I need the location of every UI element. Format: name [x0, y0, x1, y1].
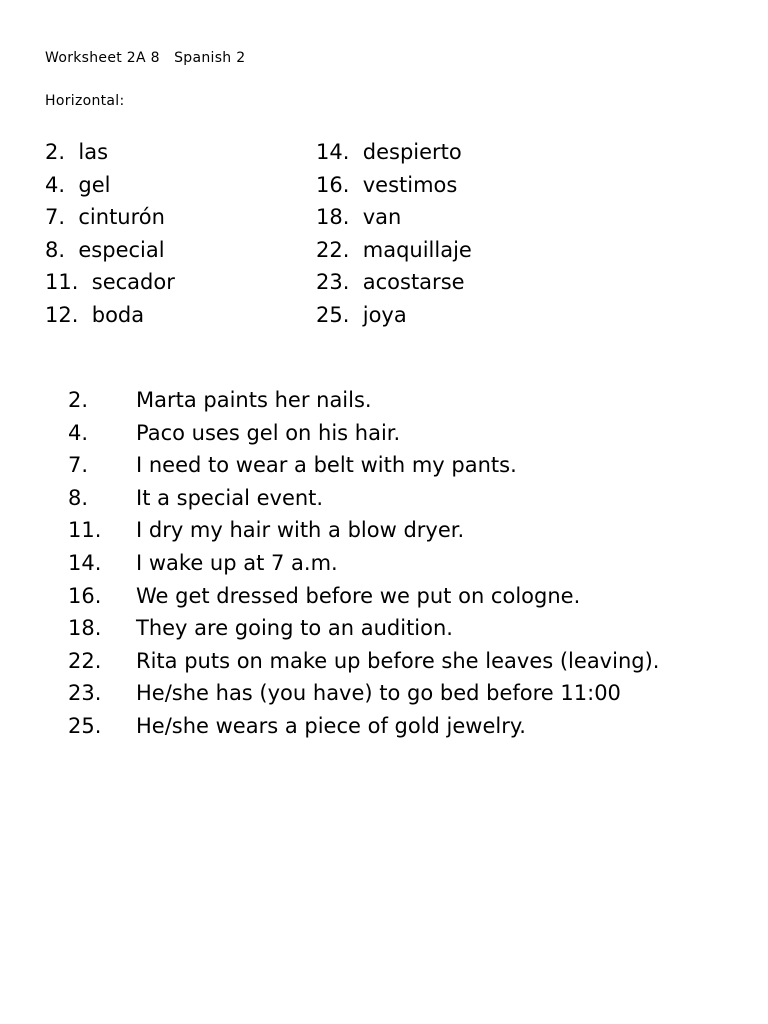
answer-list-right [316, 136, 472, 331]
clue-text: I dry my hair with a blow dryer. [136, 518, 465, 543]
answer-item: 16. vestimos [316, 172, 458, 197]
clue-list [68, 384, 708, 743]
clue-number: 8. [68, 485, 89, 510]
section-label-horizontal: Horizontal: [45, 93, 125, 109]
clue-number: 23. [68, 681, 102, 706]
answer-item: 25. joya [316, 302, 407, 327]
answer-item: 4. gel [45, 172, 111, 197]
clue-number: 4. [68, 420, 89, 445]
clue-item [68, 612, 708, 645]
answer-item: 22. maquillaje [316, 237, 472, 262]
answer-item: 8. especial [45, 237, 165, 262]
clue-item [68, 482, 708, 515]
clue-text: He/she has (you have) to go bed before 11:00 [136, 681, 621, 706]
answer-item: 2. las [45, 140, 109, 164]
answer-item: 12. boda [45, 302, 145, 327]
clue-number: 16. [68, 583, 102, 608]
answer-item: 18. van [316, 205, 402, 229]
clue-number: 7. [68, 453, 89, 478]
clue-text: They are going to an audition. [136, 616, 453, 641]
clue-number: 11. [68, 518, 102, 543]
clue-text: I wake up at 7 a.m. [136, 550, 338, 575]
clue-text: He/she wears a piece of gold jewelry. [136, 713, 526, 738]
clue-item [68, 677, 708, 710]
answer-item: 23. acostarse [316, 270, 465, 294]
answer-item: 14. despierto [316, 140, 462, 164]
answer-item: 11. secador [45, 270, 175, 294]
clue-item [68, 449, 708, 482]
answer-list-left [45, 136, 175, 331]
clue-item [68, 710, 708, 743]
clue-text: I need to wear a belt with my pants. [136, 453, 517, 478]
clue-text: Paco uses gel on his hair. [136, 420, 401, 445]
answer-item: 7. cinturón [45, 205, 165, 229]
clue-number: 14. [68, 550, 102, 575]
clue-number: 25. [68, 713, 102, 738]
clue-item [68, 580, 708, 613]
clue-item [68, 514, 708, 547]
clue-number: 2. [68, 388, 89, 412]
clue-item [68, 417, 708, 450]
clue-text: It a special event. [136, 485, 324, 510]
clue-text: Marta paints her nails. [136, 388, 372, 412]
worksheet-title: Worksheet 2A 8 Spanish 2 [45, 50, 246, 66]
clue-item [68, 384, 708, 417]
clue-text: We get dressed before we put on cologne. [136, 583, 581, 608]
clue-number: 18. [68, 616, 102, 641]
clue-text: Rita puts on make up before she leaves (leaving). [136, 648, 660, 673]
clue-item [68, 645, 708, 678]
clue-number: 22. [68, 648, 102, 673]
clue-item [68, 547, 708, 580]
